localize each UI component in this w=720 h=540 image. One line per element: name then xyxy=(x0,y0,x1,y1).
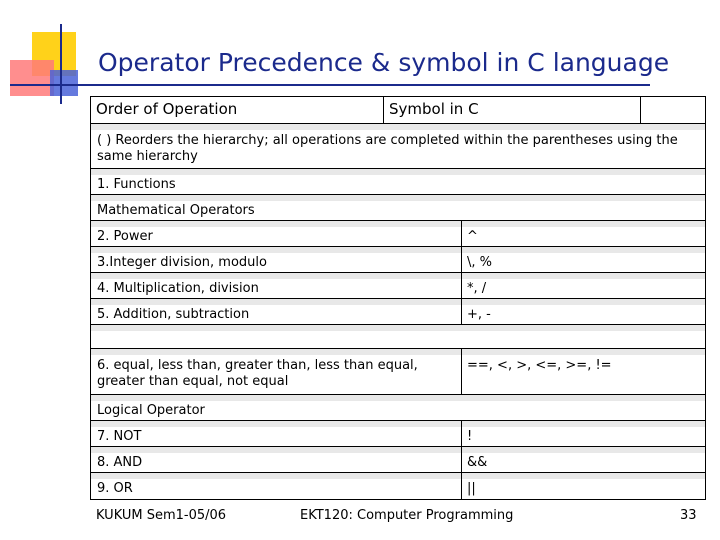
row-mult-label: 4. Multiplication, division xyxy=(97,281,259,296)
row-not-symbol: ! xyxy=(467,429,473,444)
table-row xyxy=(91,473,705,499)
table-row xyxy=(91,124,705,169)
row-functions: 1. Functions xyxy=(97,177,176,192)
table-row xyxy=(91,169,705,195)
logo-square-pink xyxy=(10,60,54,96)
table-row xyxy=(91,221,705,247)
row-or-label: 9. OR xyxy=(97,481,133,496)
table-row-empty xyxy=(91,325,705,349)
table-body xyxy=(90,124,706,500)
row-add-symbol: +, - xyxy=(467,307,491,322)
table-row xyxy=(91,395,705,421)
row-logical-operator: Logical Operator xyxy=(97,403,205,418)
row-and-label: 8. AND xyxy=(97,455,143,470)
row-not-label: 7. NOT xyxy=(97,429,142,444)
row-mult-symbol: *, / xyxy=(467,281,487,296)
table-row xyxy=(91,447,705,473)
table-header xyxy=(90,96,706,124)
precedence-table xyxy=(90,96,706,500)
row-intdiv-label: 3.Integer division, modulo xyxy=(97,255,267,270)
header-symbol-in-c: Symbol in C xyxy=(389,100,479,118)
header-order-of-operation: Order of Operation xyxy=(96,100,238,118)
footer-page-number: 33 xyxy=(680,508,697,523)
row-and-symbol: && xyxy=(467,455,488,470)
row-intdiv-symbol: \, % xyxy=(467,255,492,270)
row-math-operators: Mathematical Operators xyxy=(97,203,255,218)
row-relational-symbol: ==, <, >, <=, >=, != xyxy=(467,358,612,373)
row-power-label: 2. Power xyxy=(97,229,153,244)
decor-vertical-line xyxy=(60,24,62,104)
row-parentheses: ( ) Reorders the hierarchy; all operations are completed within the parentheses using the same hierarchy xyxy=(97,133,678,164)
footer-course-session: KUKUM Sem1-05/06 xyxy=(96,508,227,523)
row-add-label: 5. Addition, subtraction xyxy=(97,307,250,322)
table-row xyxy=(91,421,705,447)
slide-title: Operator Precedence & symbol in C language xyxy=(98,48,670,77)
footer-course-title: EKT120: Computer Programming xyxy=(300,508,514,523)
decor-horizontal-line xyxy=(10,84,650,86)
row-power-symbol: ^ xyxy=(467,229,478,244)
table-row xyxy=(91,349,705,395)
table-row xyxy=(91,299,705,325)
logo-square-blue xyxy=(50,70,78,96)
table-row xyxy=(91,195,705,221)
table-row xyxy=(91,247,705,273)
row-or-symbol: || xyxy=(467,481,476,496)
row-relational-label: 6. equal, less than, greater than, less than equal, greater than equal, not equal xyxy=(97,358,418,389)
table-row xyxy=(91,273,705,299)
